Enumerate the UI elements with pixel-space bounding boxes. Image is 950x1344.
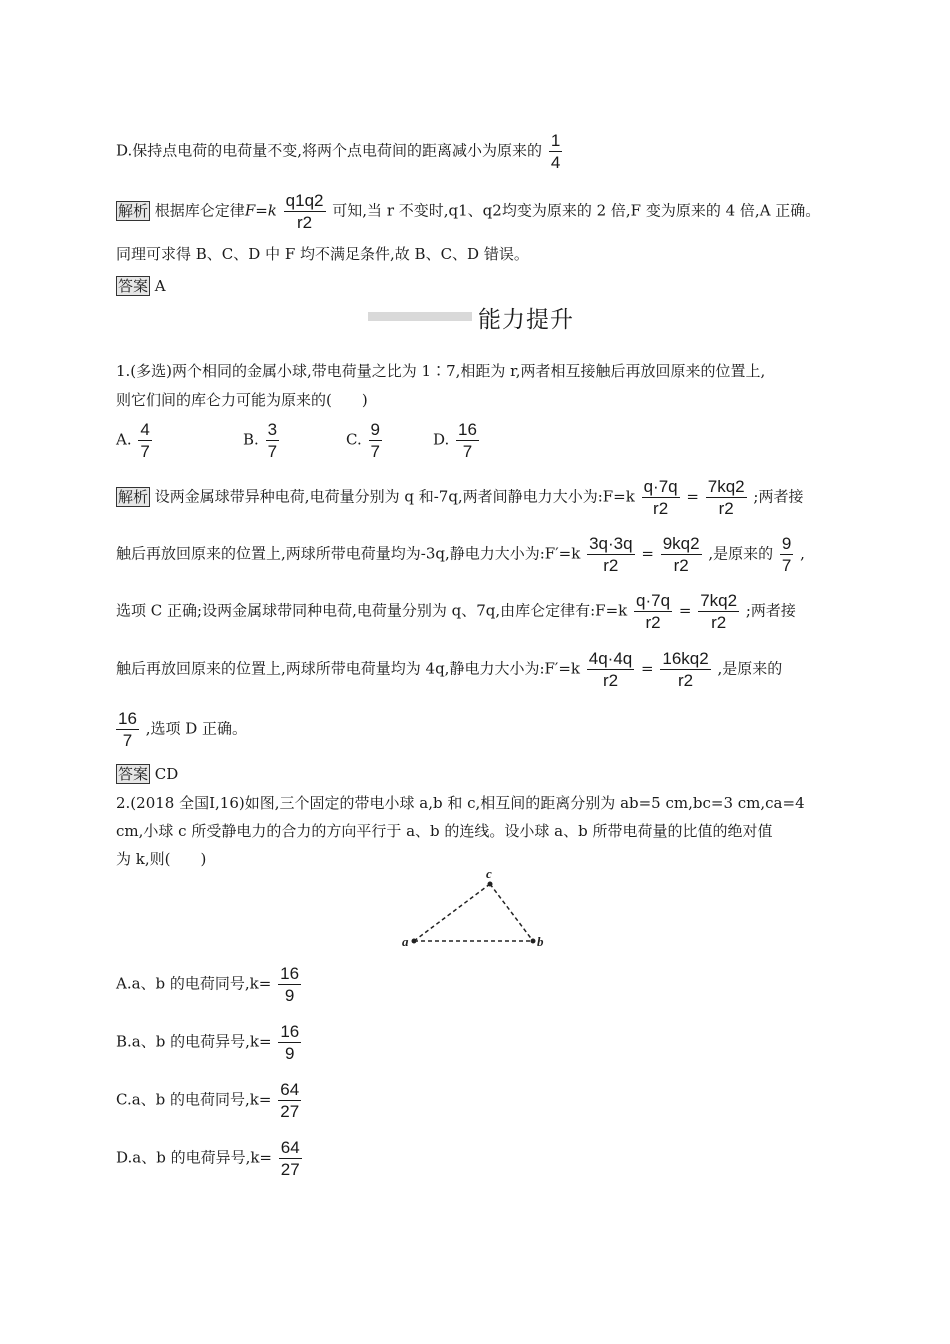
- point-a: [412, 939, 417, 944]
- q2-option-a[interactable]: A.a、b 的电荷同号,k= $\frac{16}{9}$: [116, 964, 300, 1005]
- jiexi-tag: 解析: [118, 487, 149, 506]
- q1-jiexi-line4: 触后再放回原来的位置上,两球所带电荷量均为 4q,静电力大小为:F′=k $\frac{4q\cdot 4q}{r2}$ = $\frac{16kq2}{r2}$ ,是原来的: [116, 649, 783, 690]
- q2-option-b[interactable]: B.a、b 的电荷异号,k= $\frac{16}{9}$: [116, 1022, 300, 1063]
- q2-stem-line2: cm,小球 c 所受静电力的合力的方向平行于 a、b 的连线。设小球 a、b 所带电荷量的比值的绝对值: [116, 822, 773, 840]
- coulomb-fraction: $\frac{q1q2}{r2}$: [285, 191, 324, 232]
- q1-option-a[interactable]: A. $\frac{4}{7}$: [116, 420, 150, 461]
- q2-stem-line3: 为 k,则( ): [116, 850, 207, 868]
- prev-answer: [116, 275, 828, 297]
- q2-stem-line1: 2.(2018 全国Ⅰ,16)如图,三个固定的带电小球 a,b 和 c,相互间的距离分别为 ab=5 cm,bc=3 cm,ca=4: [116, 794, 805, 812]
- q1-jiexi-line5: $\frac{16}{7}$ ,选项 D 正确。: [118, 709, 248, 750]
- q1-jiexi-line3: 选项 C 正确;设两金属球带同种电荷,电荷量分别为 q、7q,由库仑定律有:F=k $\frac{q\cdot 7q}{r2}$ = $\frac{7kq2}{r2}$ ;两者接: [116, 591, 796, 632]
- label-a: a: [402, 934, 409, 949]
- q1-option-d[interactable]: D. $\frac{16}{7}$: [433, 420, 477, 461]
- section-heading-bar: [368, 312, 472, 321]
- point-b: [531, 939, 536, 944]
- edge-ac: [414, 884, 490, 941]
- point-c: [488, 882, 493, 887]
- label-b: b: [537, 934, 544, 949]
- prev-jiexi-line1: 解析 根据库仑定律F=k $\frac{q1q2}{r2}$ 可知,当 r 不变时,q1、q2均变为原来的 2 倍,F 变为原来的 4 倍,A 正确。: [118, 191, 821, 232]
- label-c: c: [486, 866, 492, 881]
- q1-answer: [116, 763, 828, 785]
- q2-option-c[interactable]: C.a、b 的电荷同号,k= $\frac{64}{27}$: [116, 1080, 300, 1121]
- edge-bc: [490, 884, 533, 941]
- q1-jiexi-line1: 解析 设两金属球带异种电荷,电荷量分别为 q 和-7q,两者间静电力大小为:F=k $\frac{q\cdot 7q}{r2}$ = $\frac{7kq2}{r2}$ ;两者接: [118, 477, 804, 518]
- q1-stem-line2: 则它们间的库仑力可能为原来的( ): [116, 391, 368, 409]
- prev-option-d: [116, 132, 828, 171]
- q1-stem-line1: 1.(多选)两个相同的金属小球,带电荷量之比为 1∶7,相距为 r,两者相互接触后再放回原来的位置上,: [116, 362, 766, 380]
- prev-option-d-fraction: $\frac{1}{4}$: [550, 131, 561, 172]
- q1-option-c[interactable]: C. $\frac{9}{7}$: [346, 420, 380, 461]
- q1-option-b[interactable]: B. $\frac{3}{7}$: [243, 420, 278, 461]
- answer-value: A: [154, 277, 166, 295]
- triangle-figure: [398, 864, 550, 954]
- prev-option-d-text: D.保持点电荷的电荷量不变,将两个点电荷间的距离减小为原来的: [116, 141, 543, 160]
- jiexi-tag: 解析: [118, 201, 149, 220]
- section-heading: 能力提升: [478, 307, 574, 333]
- q2-option-d[interactable]: D.a、b 的电荷异号,k= $\frac{64}{27}$: [116, 1138, 300, 1179]
- q1-jiexi-line2: 触后再放回原来的位置上,两球所带电荷量均为-3q,静电力大小为:F′=k $\frac{3q\cdot 3q}{r2}$ = $\frac{9kq2}{r2}$ ,是原来的 $\frac{9}{7}$ ,: [116, 534, 805, 575]
- prev-jiexi-line2: 同理可求得 B、C、D 中 F 均不满足条件,故 B、C、D 错误。: [116, 245, 529, 263]
- answer-tag: 答案: [118, 765, 149, 783]
- answer-value: CD: [154, 765, 179, 783]
- answer-tag: 答案: [118, 277, 149, 295]
